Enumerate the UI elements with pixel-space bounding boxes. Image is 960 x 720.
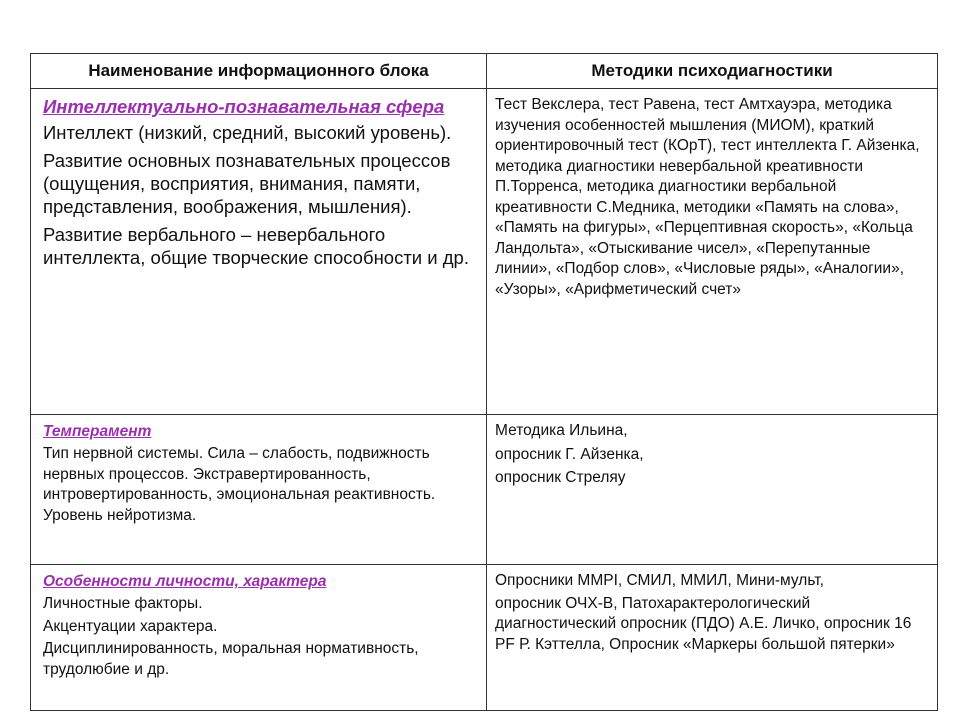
- header-methods: Методики психодиагностики: [487, 54, 938, 89]
- info-block-cell: [31, 565, 487, 711]
- block-item: Личностные факторы.: [43, 595, 203, 612]
- table-header-row: [31, 54, 938, 89]
- section-title-personality: Особенности личности, характера: [43, 573, 327, 590]
- table-row: [31, 89, 938, 415]
- methods-line: опросник Г. Айзенка,: [495, 445, 644, 463]
- methods-line: Опросники MMPI, СМИЛ, ММИЛ, Мини-мульт,: [495, 572, 824, 589]
- section-title-temperament: Темперамент: [43, 423, 152, 440]
- block-item: Тип нервной системы. Сила – слабость, подвижность нервных процессов. Экстравертированность, интровертированность, эмоциональная реактивность. Уровень нейротизма.: [43, 445, 436, 524]
- methods-line: Методика Ильина,: [495, 422, 628, 439]
- info-block-cell: [31, 415, 487, 565]
- block-item: Интеллект (низкий, средний, высокий уровень).: [43, 122, 452, 143]
- block-item: Развитие вербального – невербального интеллекта, общие творческие способности и др.: [43, 224, 469, 268]
- table-row: [31, 565, 938, 711]
- methods-cell: [487, 415, 938, 565]
- methods-text: Тест Векслера, тест Равена, тест Амтхауэра, методика изучения особенностей мышления (МИОМ), краткий ориентировочный тест (КОрТ), тест интеллекта Г. Айзенка, методика диагностики невербальной креативности П.Торренса, методика диагностики вербальной креативности С.Медника, методики «Память на слова», «Память на фигуры», «Перцептивная скорость», «Кольца Ландольта», «Отыскивание чисел», «Перепутанные линии», «Подбор слов», «Числовые ряды», «Аналогии», «Узоры», «Арифметический счет»: [495, 96, 920, 298]
- block-item: Развитие основных познавательных процессов (ощущения, восприятия, внимания, памяти, представления, воображения, мышления).: [43, 150, 451, 217]
- table-row: [31, 415, 938, 565]
- block-item: Дисциплинированность, моральная нормативность, трудолюбие и др.: [43, 640, 419, 678]
- methods-cell: [487, 89, 938, 415]
- block-item: Акцентуации характера.: [43, 617, 218, 635]
- methods-cell: [487, 565, 938, 711]
- methods-line: опросник ОЧХ-В, Патохарактерологический диагностический опросник (ПДО) А.Е. Личко, опросник 16 PF Р. Кэттелла, Опросник «Маркеры большой пятерки»: [495, 594, 912, 653]
- header-info-block: Наименование информационного блока: [31, 54, 487, 89]
- psychodiagnostics-table: [30, 53, 938, 711]
- section-title-intellect: Интеллектуально-познавательная сфера: [43, 96, 445, 117]
- methods-line: опросник Стреляу: [495, 469, 626, 486]
- info-block-cell: [31, 89, 487, 415]
